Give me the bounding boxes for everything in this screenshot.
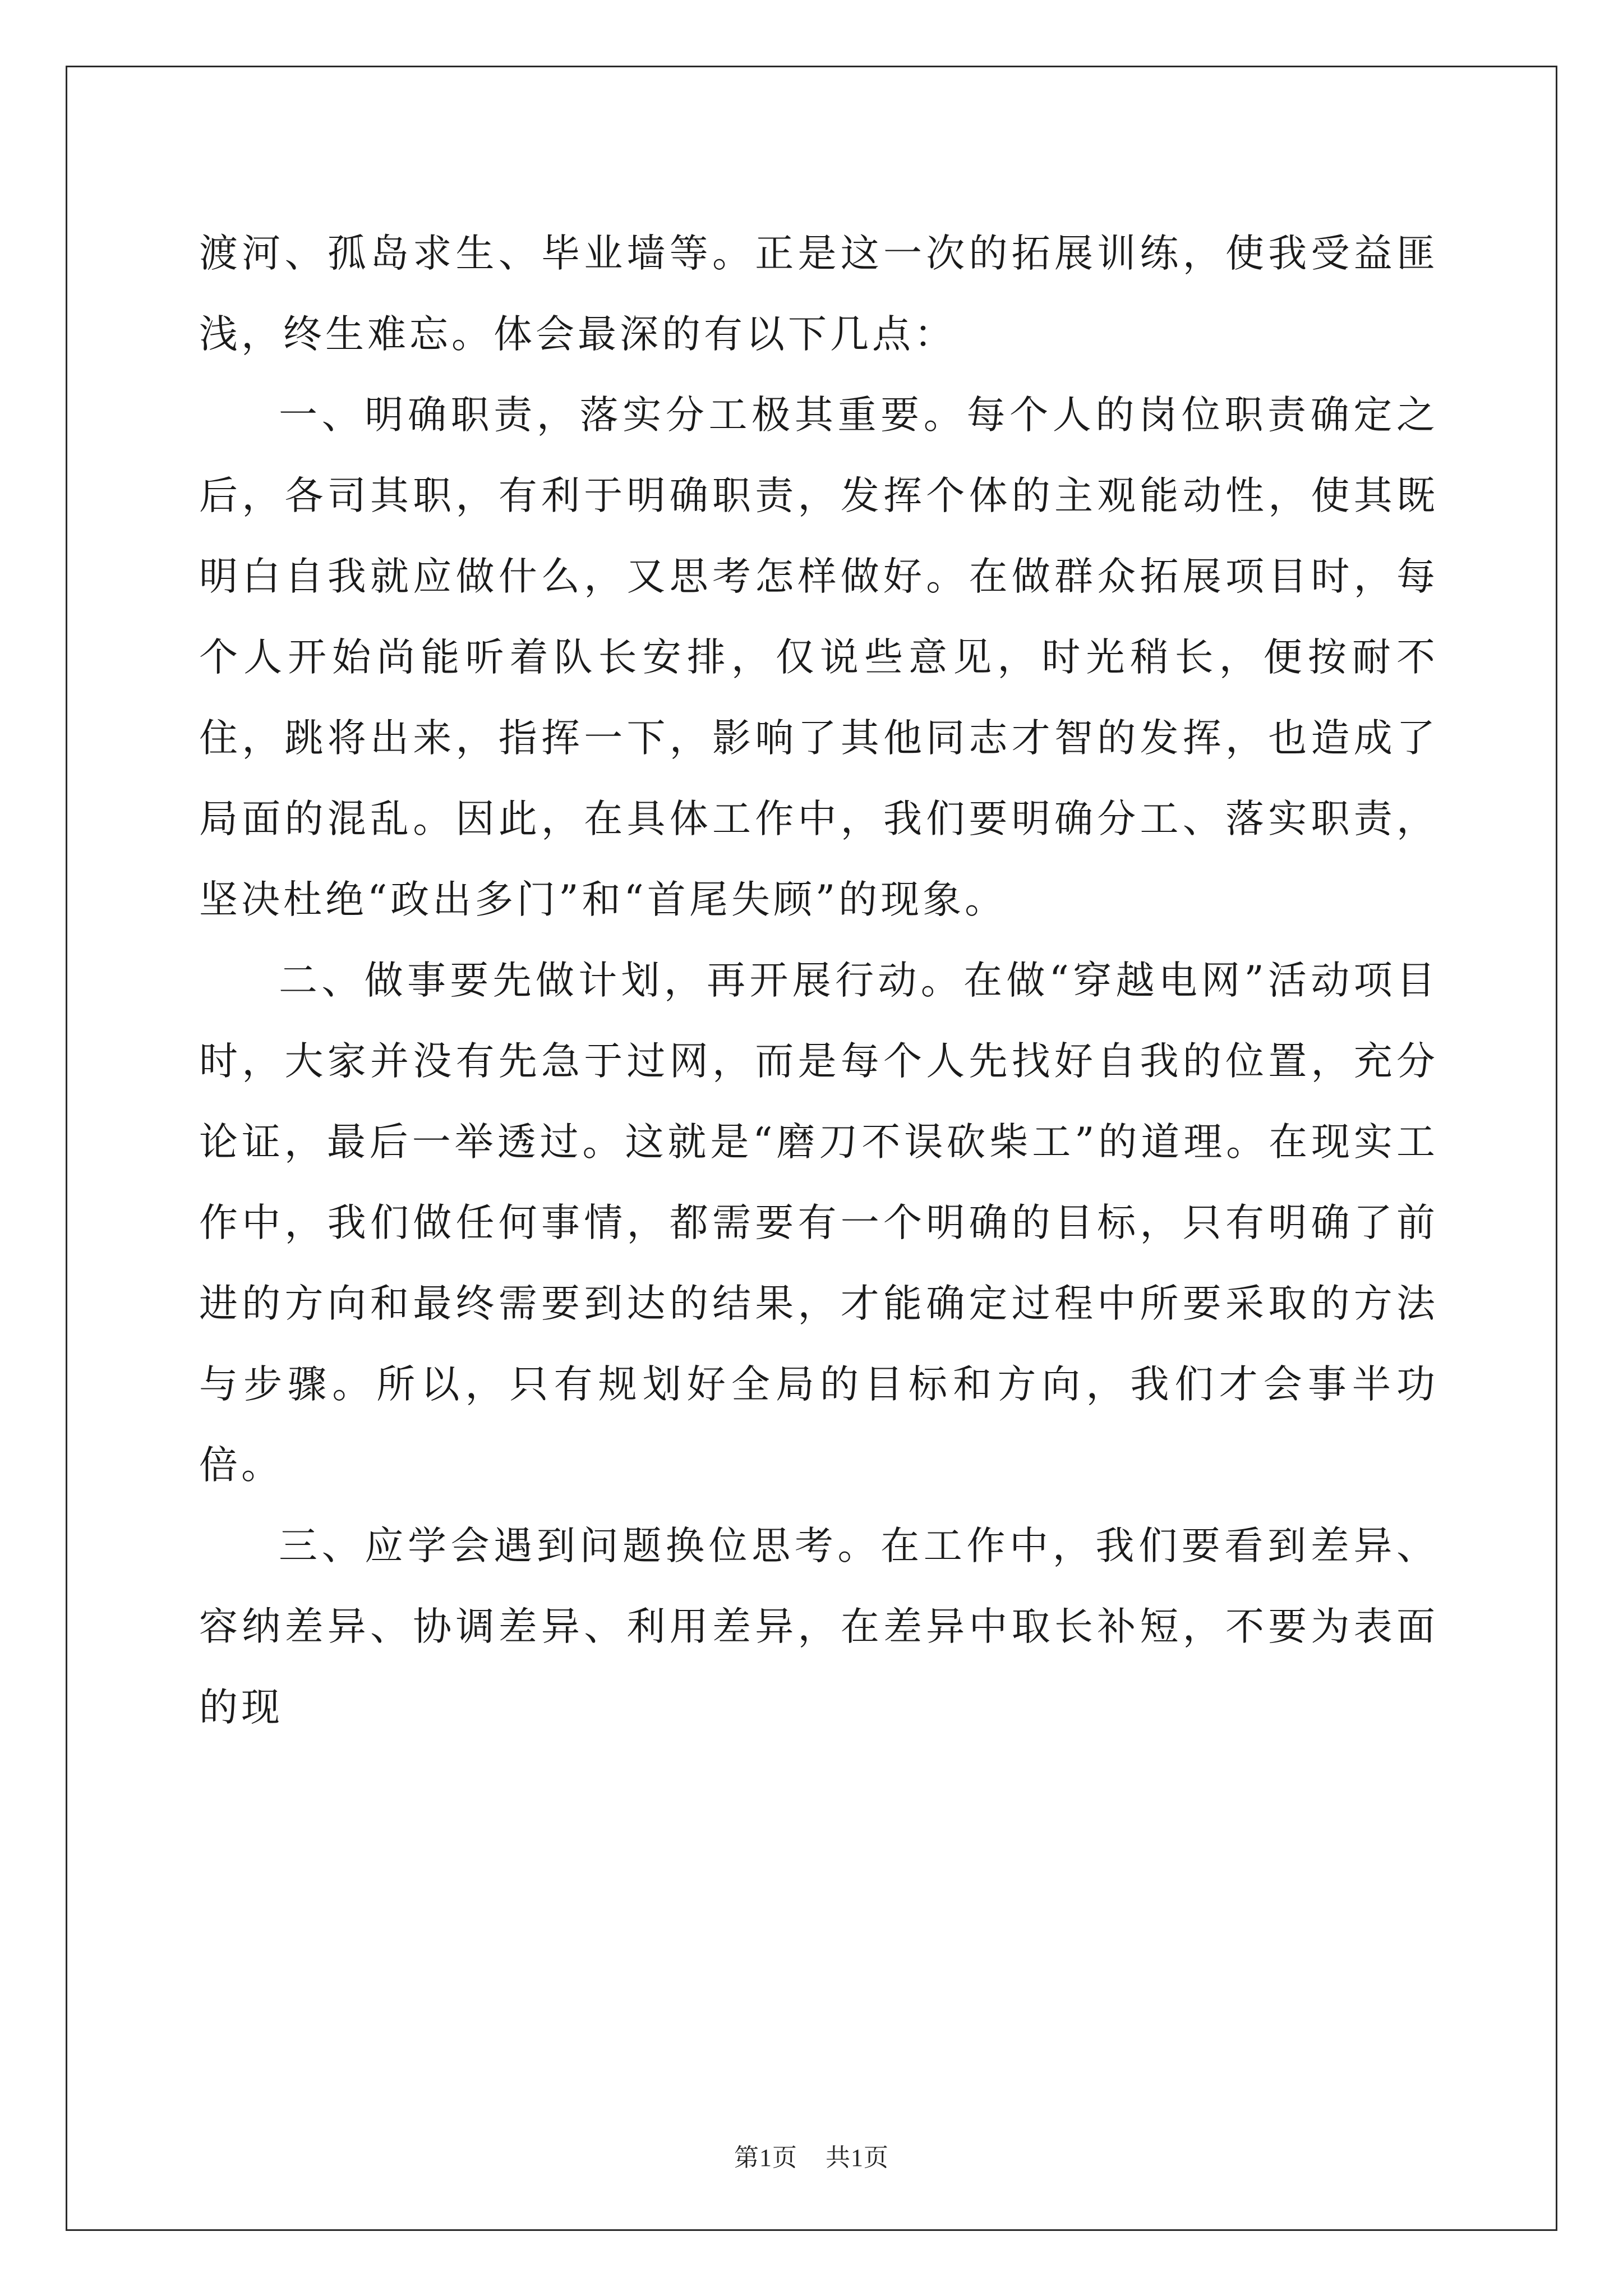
paragraph-3: 二、做事要先做计划，再开展行动。在做“穿越电网”活动项目时，大家并没有先急于过网，而是每个人先找好自我的位置，充分论证，最后一举透过。这就是“磨刀不误砍柴工”的道理。在现实工作中，我们做任何事情，都需要有一个明确的目标，只有明确了前进的方向和最终需要到达的结果，才能确定过程中所要采取的方法与步骤。所以，只有规划好全局的目标和方向，我们才会事半功倍。 <box>199 958 1438 1488</box>
document-body <box>199 213 1438 1748</box>
page-number: 第1页 <box>734 2144 797 2171</box>
paragraph-4: 三、应学会遇到问题换位思考。在工作中，我们要看到差异、容纳差异、协调差异、利用差异，在差异中取长补短，不要为表面的现 <box>199 1524 1438 1730</box>
paragraph-2: 一、明确职责，落实分工极其重要。每个人的岗位职责确定之后，各司其职，有利于明确职责，发挥个体的主观能动性，使其既明白自我就应做什么，又思考怎样做好。在做群众拓展项目时，每个人开始尚能听着队长安排，仅说些意见，时光稍长，便按耐不住，跳将出来，指挥一下，影响了其他同志才智的发挥，也造成了局面的混乱。因此，在具体工作中，我们要明确分工、落实职责，坚决杜绝“政出多门”和“首尾失顾”的现象。 <box>199 393 1438 922</box>
page-footer <box>0 2137 1623 2173</box>
paragraph-1: 渡河、孤岛求生、毕业墙等。正是这一次的拓展训练，使我受益匪浅，终生难忘。体会最深的有以下几点： <box>199 231 1438 357</box>
page-total: 共1页 <box>826 2144 889 2171</box>
